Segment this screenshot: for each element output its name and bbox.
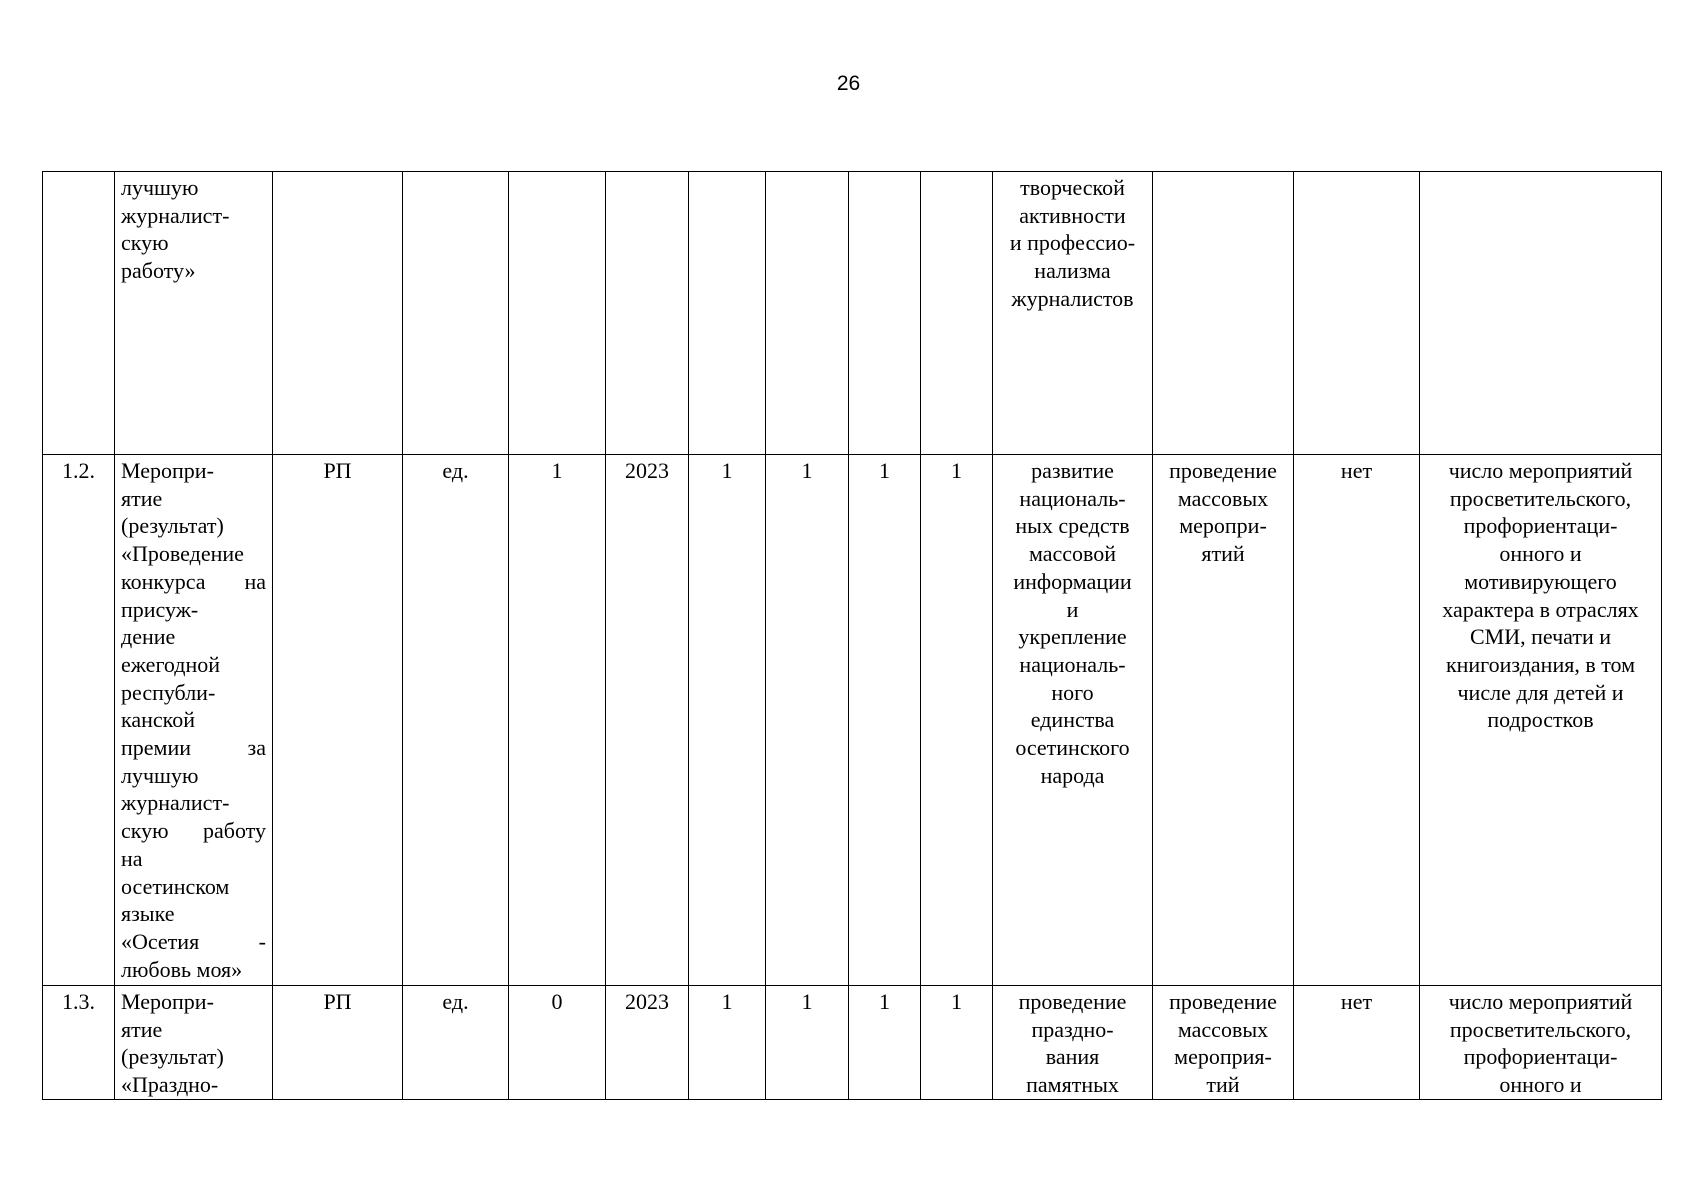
indicator	[1420, 986, 1662, 1100]
goal-line: ного	[1051, 679, 1094, 705]
measure-name-line: скую работу	[121, 818, 266, 844]
measure-name-line: работу»	[121, 258, 196, 284]
indicator-line: онного и	[1499, 541, 1582, 567]
value-3: 1	[849, 455, 921, 986]
indicator-line: подростков	[1487, 707, 1594, 733]
measure-type-line: меропри-	[1179, 513, 1267, 539]
base-value: 1	[509, 455, 606, 986]
base-year: 2023	[606, 455, 689, 986]
goal-line: активности	[1019, 202, 1126, 228]
link	[1294, 172, 1420, 455]
measure-name-line: республи-	[121, 679, 216, 705]
measure-name-line: лучшую	[121, 762, 199, 788]
measure-name-line: Меропри-	[121, 989, 214, 1014]
goal-line: развитие	[1031, 458, 1114, 483]
measure-name-line: премии за	[121, 735, 266, 761]
row-number: 1.3.	[43, 986, 115, 1100]
goal-line: проведение	[1018, 989, 1127, 1014]
measure-type	[1153, 986, 1294, 1100]
value-4: 1	[921, 455, 993, 986]
measure-type-line: массовых	[1177, 485, 1269, 511]
measure-type	[1153, 455, 1294, 986]
value-2	[766, 172, 849, 455]
measure-name-line: (результат)	[121, 1044, 224, 1070]
measure-name-line: «Осетия -	[121, 928, 266, 954]
goal-line: и профессио-	[1009, 230, 1136, 256]
goal-line: творческой	[1020, 175, 1125, 200]
measure-name-line: Меропри-	[121, 458, 214, 483]
measure-name-line: «Праздно-	[121, 1072, 219, 1098]
measure-name-line: скую	[121, 230, 169, 256]
base-year	[606, 172, 689, 455]
measure-name-line: журналист-	[121, 790, 230, 816]
responsible: РП	[273, 986, 403, 1100]
value-1	[689, 172, 766, 455]
measure-name	[115, 455, 273, 986]
value-2: 1	[766, 986, 849, 1100]
goal	[993, 172, 1153, 455]
goal-line: нализма	[1034, 258, 1111, 284]
unit	[403, 172, 509, 455]
indicator-line: мотивирующего	[1464, 568, 1617, 594]
measure-type-line: проведение	[1169, 989, 1277, 1014]
measure-name-line: языке	[121, 901, 175, 927]
goal-line: вания	[1045, 1044, 1100, 1070]
measure-name	[115, 172, 273, 455]
indicator-line: числе для детей и	[1457, 679, 1624, 705]
base-value	[509, 172, 606, 455]
goal-line: памятных	[1026, 1072, 1119, 1098]
responsible: РП	[273, 455, 403, 986]
table-row	[43, 172, 1662, 455]
goal-line: националь-	[1019, 651, 1126, 677]
link: нет	[1294, 455, 1420, 986]
table-row	[43, 455, 1662, 986]
goal-line: журналистов	[1011, 285, 1134, 311]
link: нет	[1294, 986, 1420, 1100]
indicator-line: профориентаци-	[1463, 1044, 1618, 1070]
goal-line: единства	[1030, 707, 1115, 733]
base-value: 0	[509, 986, 606, 1100]
measure-name-line: осетинском	[121, 873, 230, 899]
measure-name-line: дение	[121, 624, 176, 650]
measure-type-line: тий	[1206, 1072, 1240, 1098]
indicator-line: просветительского,	[1449, 485, 1632, 511]
measure-type-line: ятий	[1201, 541, 1245, 567]
indicator-line: характера в отраслях	[1442, 596, 1639, 622]
measure-name-line: на	[121, 845, 143, 871]
value-4: 1	[921, 986, 993, 1100]
value-1: 1	[689, 986, 766, 1100]
goal-line: информации	[1013, 568, 1132, 594]
measure-name-line: конкурса на	[121, 568, 266, 594]
indicator-line: число мероприятий	[1448, 989, 1633, 1014]
measures-table	[42, 171, 1662, 1100]
goal-line: националь-	[1019, 485, 1126, 511]
measure-type-line: проведение	[1169, 458, 1277, 483]
value-1: 1	[689, 455, 766, 986]
measure-type-line: мероприя-	[1174, 1044, 1272, 1070]
indicator-line: число мероприятий	[1448, 458, 1633, 483]
goal-line: массовой	[1028, 541, 1117, 567]
measure-name-line: ежегодной	[121, 651, 221, 677]
measure-name	[115, 986, 273, 1100]
measure-name-line: любовь моя»	[121, 956, 243, 982]
indicator-line: СМИ, печати и	[1469, 624, 1612, 650]
goal-line: ных средств	[1015, 513, 1130, 539]
measure-name-line: ятие	[121, 485, 163, 511]
value-3	[849, 172, 921, 455]
measure-type	[1153, 172, 1294, 455]
goal	[993, 986, 1153, 1100]
unit: ед.	[403, 455, 509, 986]
row-number: 1.2.	[43, 455, 115, 986]
goal-line: праздно-	[1031, 1016, 1114, 1042]
row-number	[43, 172, 115, 455]
base-year: 2023	[606, 986, 689, 1100]
goal-line: осетинского	[1015, 735, 1130, 761]
goal	[993, 455, 1153, 986]
measure-name-line: присуж-	[121, 596, 199, 622]
page-number: 26	[836, 72, 861, 95]
responsible	[273, 172, 403, 455]
table-row	[43, 986, 1662, 1100]
indicator-line: профориентаци-	[1463, 513, 1618, 539]
value-4	[921, 172, 993, 455]
measure-name-line: канской	[121, 707, 196, 733]
value-3: 1	[849, 986, 921, 1100]
unit: ед.	[403, 986, 509, 1100]
indicator	[1420, 172, 1662, 455]
measure-name-line: журналист-	[121, 202, 230, 228]
measure-name-line: лучшую	[121, 175, 199, 200]
value-2: 1	[766, 455, 849, 986]
measure-type-line: массовых	[1177, 1016, 1269, 1042]
measure-name-line: (результат)	[121, 513, 224, 539]
measure-name-line: «Проведение	[121, 541, 244, 567]
measure-name-line: ятие	[121, 1016, 163, 1042]
indicator-line: просветительского,	[1449, 1016, 1632, 1042]
goal-line: укрепление	[1018, 624, 1127, 650]
indicator-line: книгоиздания, в том	[1445, 651, 1636, 677]
indicator-line: онного и	[1499, 1072, 1582, 1098]
indicator	[1420, 455, 1662, 986]
goal-line: народа	[1040, 762, 1105, 788]
goal-line: и	[1066, 596, 1079, 622]
